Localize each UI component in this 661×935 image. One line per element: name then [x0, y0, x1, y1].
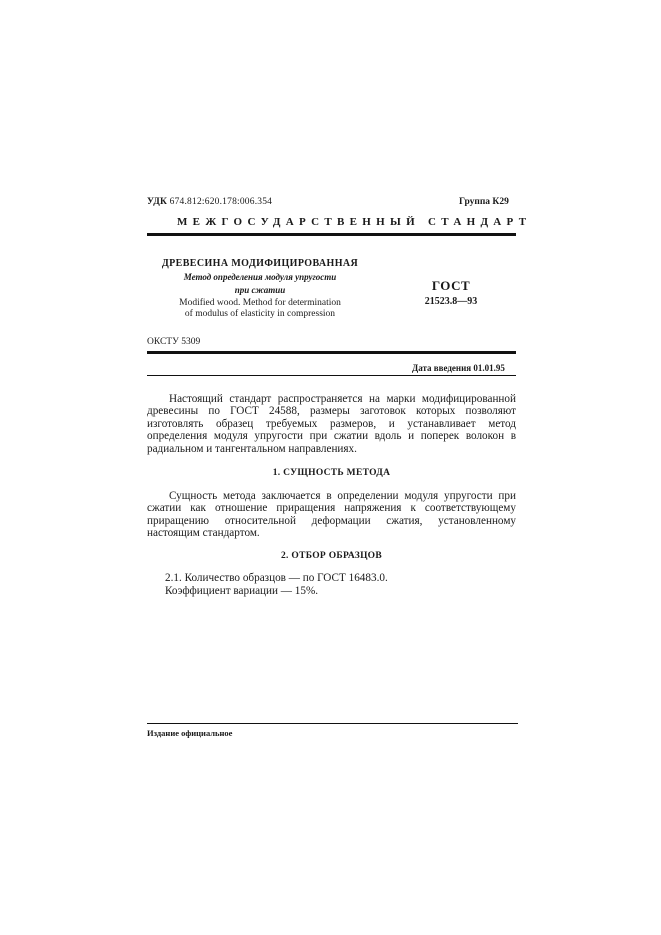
- intro-paragraph: Настоящий стандарт распространяется на марки модифицированной древесины по ГОСТ 24588, размеры заготовок которых позволяют изготовлять образец требуемых размеров, и устанавливает метод определения модуля упругости при сжатии вдоль и поперек волокон в радиальном и тангентальном направлениях.: [147, 393, 516, 455]
- group-code: Группа К29: [459, 197, 509, 207]
- introduction-date: Дата введения 01.01.95: [412, 363, 505, 373]
- document-title-en-line1: Modified wood. Method for determination: [179, 298, 341, 308]
- udk-code: 674.812:620.178:006.354: [169, 197, 273, 207]
- gost-label: ГОСТ: [431, 278, 471, 293]
- document-title-ru: ДРЕВЕСИНА МОДИФИЦИРОВАННАЯ: [161, 258, 359, 269]
- header-rule: [147, 233, 516, 236]
- clause-2-1: 2.1. Количество образцов — по ГОСТ 16483.0.: [165, 572, 388, 584]
- section-rule: [147, 351, 516, 354]
- official-edition-label: Издание официальное: [147, 728, 233, 738]
- udk-classifier: [147, 197, 272, 207]
- footer-rule: [147, 723, 518, 724]
- udk-label: УДК: [147, 197, 168, 207]
- okstu-code: ОКСТУ 5309: [147, 337, 201, 347]
- document-title-en-line2: of modulus of elasticity in compression: [184, 309, 336, 319]
- date-rule: [147, 375, 516, 376]
- section-2-heading: 2. ОТБОР ОБРАЗЦОВ: [281, 551, 382, 561]
- section-1-text: Сущность метода заключается в определении модуля упругости при сжатии как отношение приращения напряжения к соответствующему приращению относительной деформации сжатия, установленному настоящим стандартом.: [147, 490, 516, 540]
- document-subtitle-line1: Метод определения модуля упругости: [183, 272, 337, 282]
- document-subtitle-line2: при сжатии: [234, 285, 286, 295]
- gost-number: 21523.8—93: [424, 296, 478, 307]
- clause-2-1-continuation: Коэффициент вариации — 15%.: [165, 585, 319, 597]
- interstate-standard-banner: МЕЖГОСУДАРСТВЕННЫЙ СТАНДАРТ: [177, 216, 532, 228]
- section-1-heading: 1. СУЩНОСТЬ МЕТОДА: [272, 468, 391, 478]
